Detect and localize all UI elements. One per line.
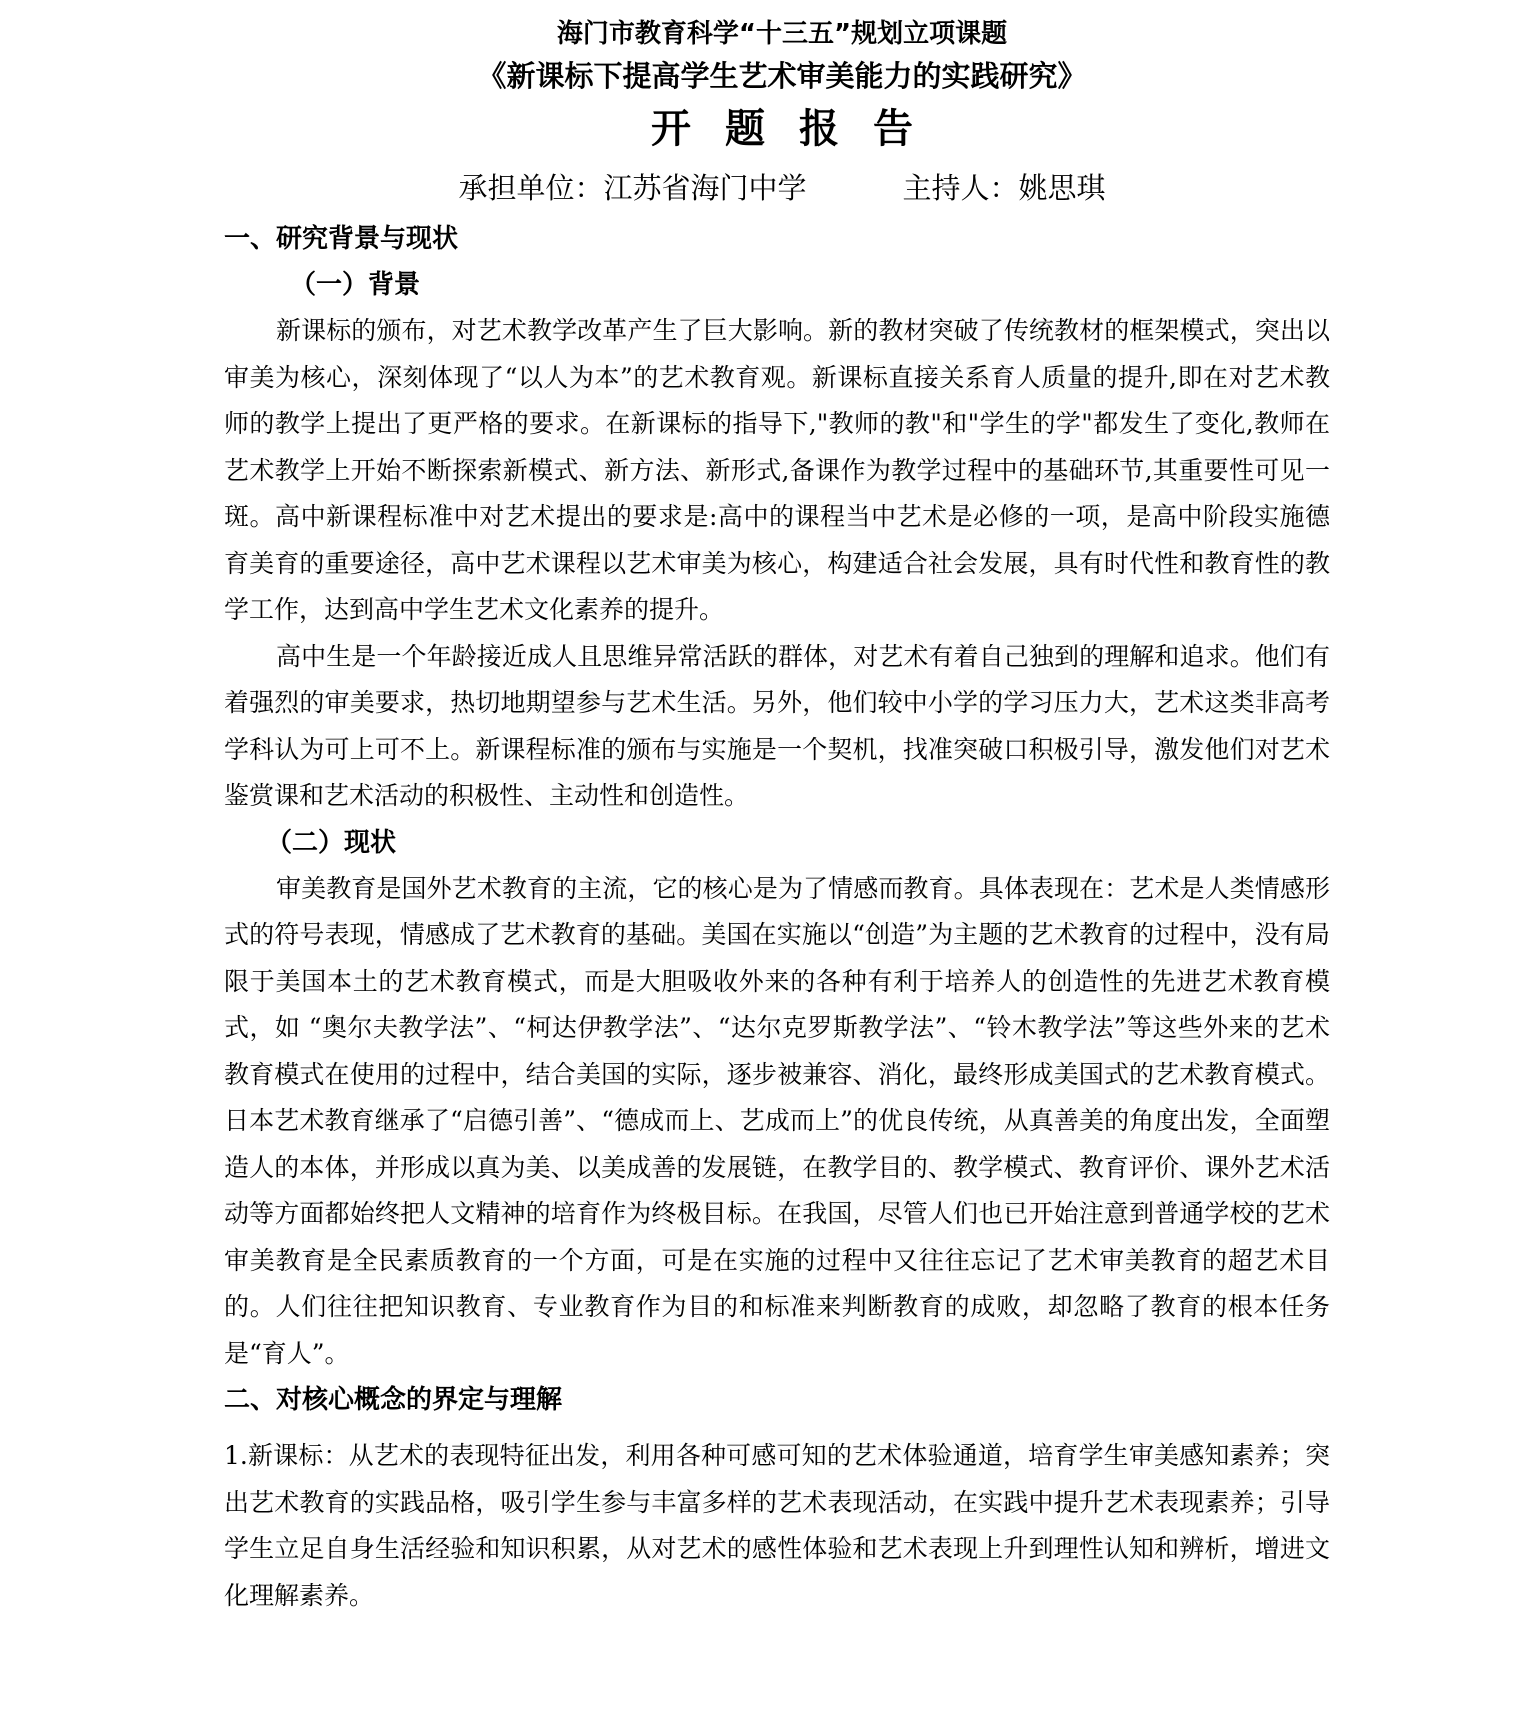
report-title: 开题报告 [651, 106, 947, 152]
subsection-heading-status: （二）现状 [266, 827, 397, 858]
undertaking-unit: 承担单位：江苏省海门中学 [458, 171, 807, 205]
paragraph-definition-1: 1.新课标：从艺术的表现特征出发，利用各种可感可知的艺术体验通道，培育学生审美感知素养；突出艺术教育的实践品格，吸引学生参与丰富多样的艺术表现活动，在实践中提升艺术表现素养；引导学生立足自身生活经验和知识积累，从对艺术的感性体验和艺术表现上升到理性认知和辨析，增进文化理解素养。 [224, 1441, 1330, 1610]
document-page [224, 14, 1330, 1619]
project-subtitle: 海门市教育科学“十三五”规划立项课题 [556, 19, 1008, 49]
paragraph-status-1: 审美教育是国外艺术教育的主流，它的核心是为了情感而教育。具体表现在：艺术是人类情感形式的符号表现，情感成了艺术教育的基础。美国在实施以“创造”为主题的艺术教育的过程中，没有局限于美国本土的艺术教育模式，而是大胆吸收外来的各种有利于培养人的创造性的先进艺术教育模式，如 “奥尔夫教学法”、“柯达伊教学法”、“达尔克罗斯教学法”、“铃木教学法”等这些外来的艺术教育模式在使用的过程中，结合美国的实际，逐步被兼容、消化，最终形成美国式的艺术教育模式。日本艺术教育继承了“启德引善”、“德成而上、艺成而上”的优良传统，从真善美的角度出发，全面塑造人的本体，并形成以真为美、以美成善的发展链，在教学目的、教学模式、教育评价、课外艺术活动等方面都始终把人文精神的培育作为终极目标。在我国，尽管人们也已开始注意到普通学校的艺术审美教育是全民素质教育的一个方面，可是在实施的过程中又往往忘记了艺术审美教育的超艺术目的。人们往往把知识教育、专业教育作为目的和标准来判断教育的成败，却忽略了教育的根本任务是“育人”。 [224, 873, 1330, 1368]
section-heading-2: 二、对核心概念的界定与理解 [224, 1385, 563, 1415]
section-heading-1: 一、研究背景与现状 [224, 224, 459, 254]
host-person: 主持人：姚思琪 [902, 171, 1106, 205]
project-title: 《新课标下提高学生艺术审美能力的实践研究》 [477, 59, 1087, 93]
subsection-heading-background: （一）背景 [290, 270, 421, 300]
meta-line [224, 160, 1330, 216]
paragraph-background-2: 高中生是一个年龄接近成人且思维异常活跃的群体，对艺术有着自己独到的理解和追求。他们有着强烈的审美要求，热切地期望参与艺术生活。另外，他们较中小学的学习压力大，艺术这类非高考学科认为可上可不上。新课程标准的颁布与实施是一个契机，找准突破口积极引导，激发他们对艺术鉴赏课和艺术活动的积极性、主动性和创造性。 [224, 641, 1330, 810]
paragraph-background-1: 新课标的颁布，对艺术教学改革产生了巨大影响。新的教材突破了传统教材的框架模式，突出以审美为核心，深刻体现了“以人为本”的艺术教育观。新课标直接关系育人质量的提升,即在对艺术教师的教学上提出了更严格的要求。在新课标的指导下,"教师的教"和"学生的学"都发生了变化,教师在艺术教学上开始不断探索新模式、新方法、新形式,备课作为教学过程中的基础环节,其重要性可见一斑。高中新课程标准中对艺术提出的要求是:高中的课程当中艺术是必修的一项，是高中阶段实施德育美育的重要途径，高中艺术课程以艺术审美为核心，构建适合社会发展，具有时代性和教育性的教学工作，达到高中学生艺术文化素养的提升。 [224, 316, 1330, 624]
